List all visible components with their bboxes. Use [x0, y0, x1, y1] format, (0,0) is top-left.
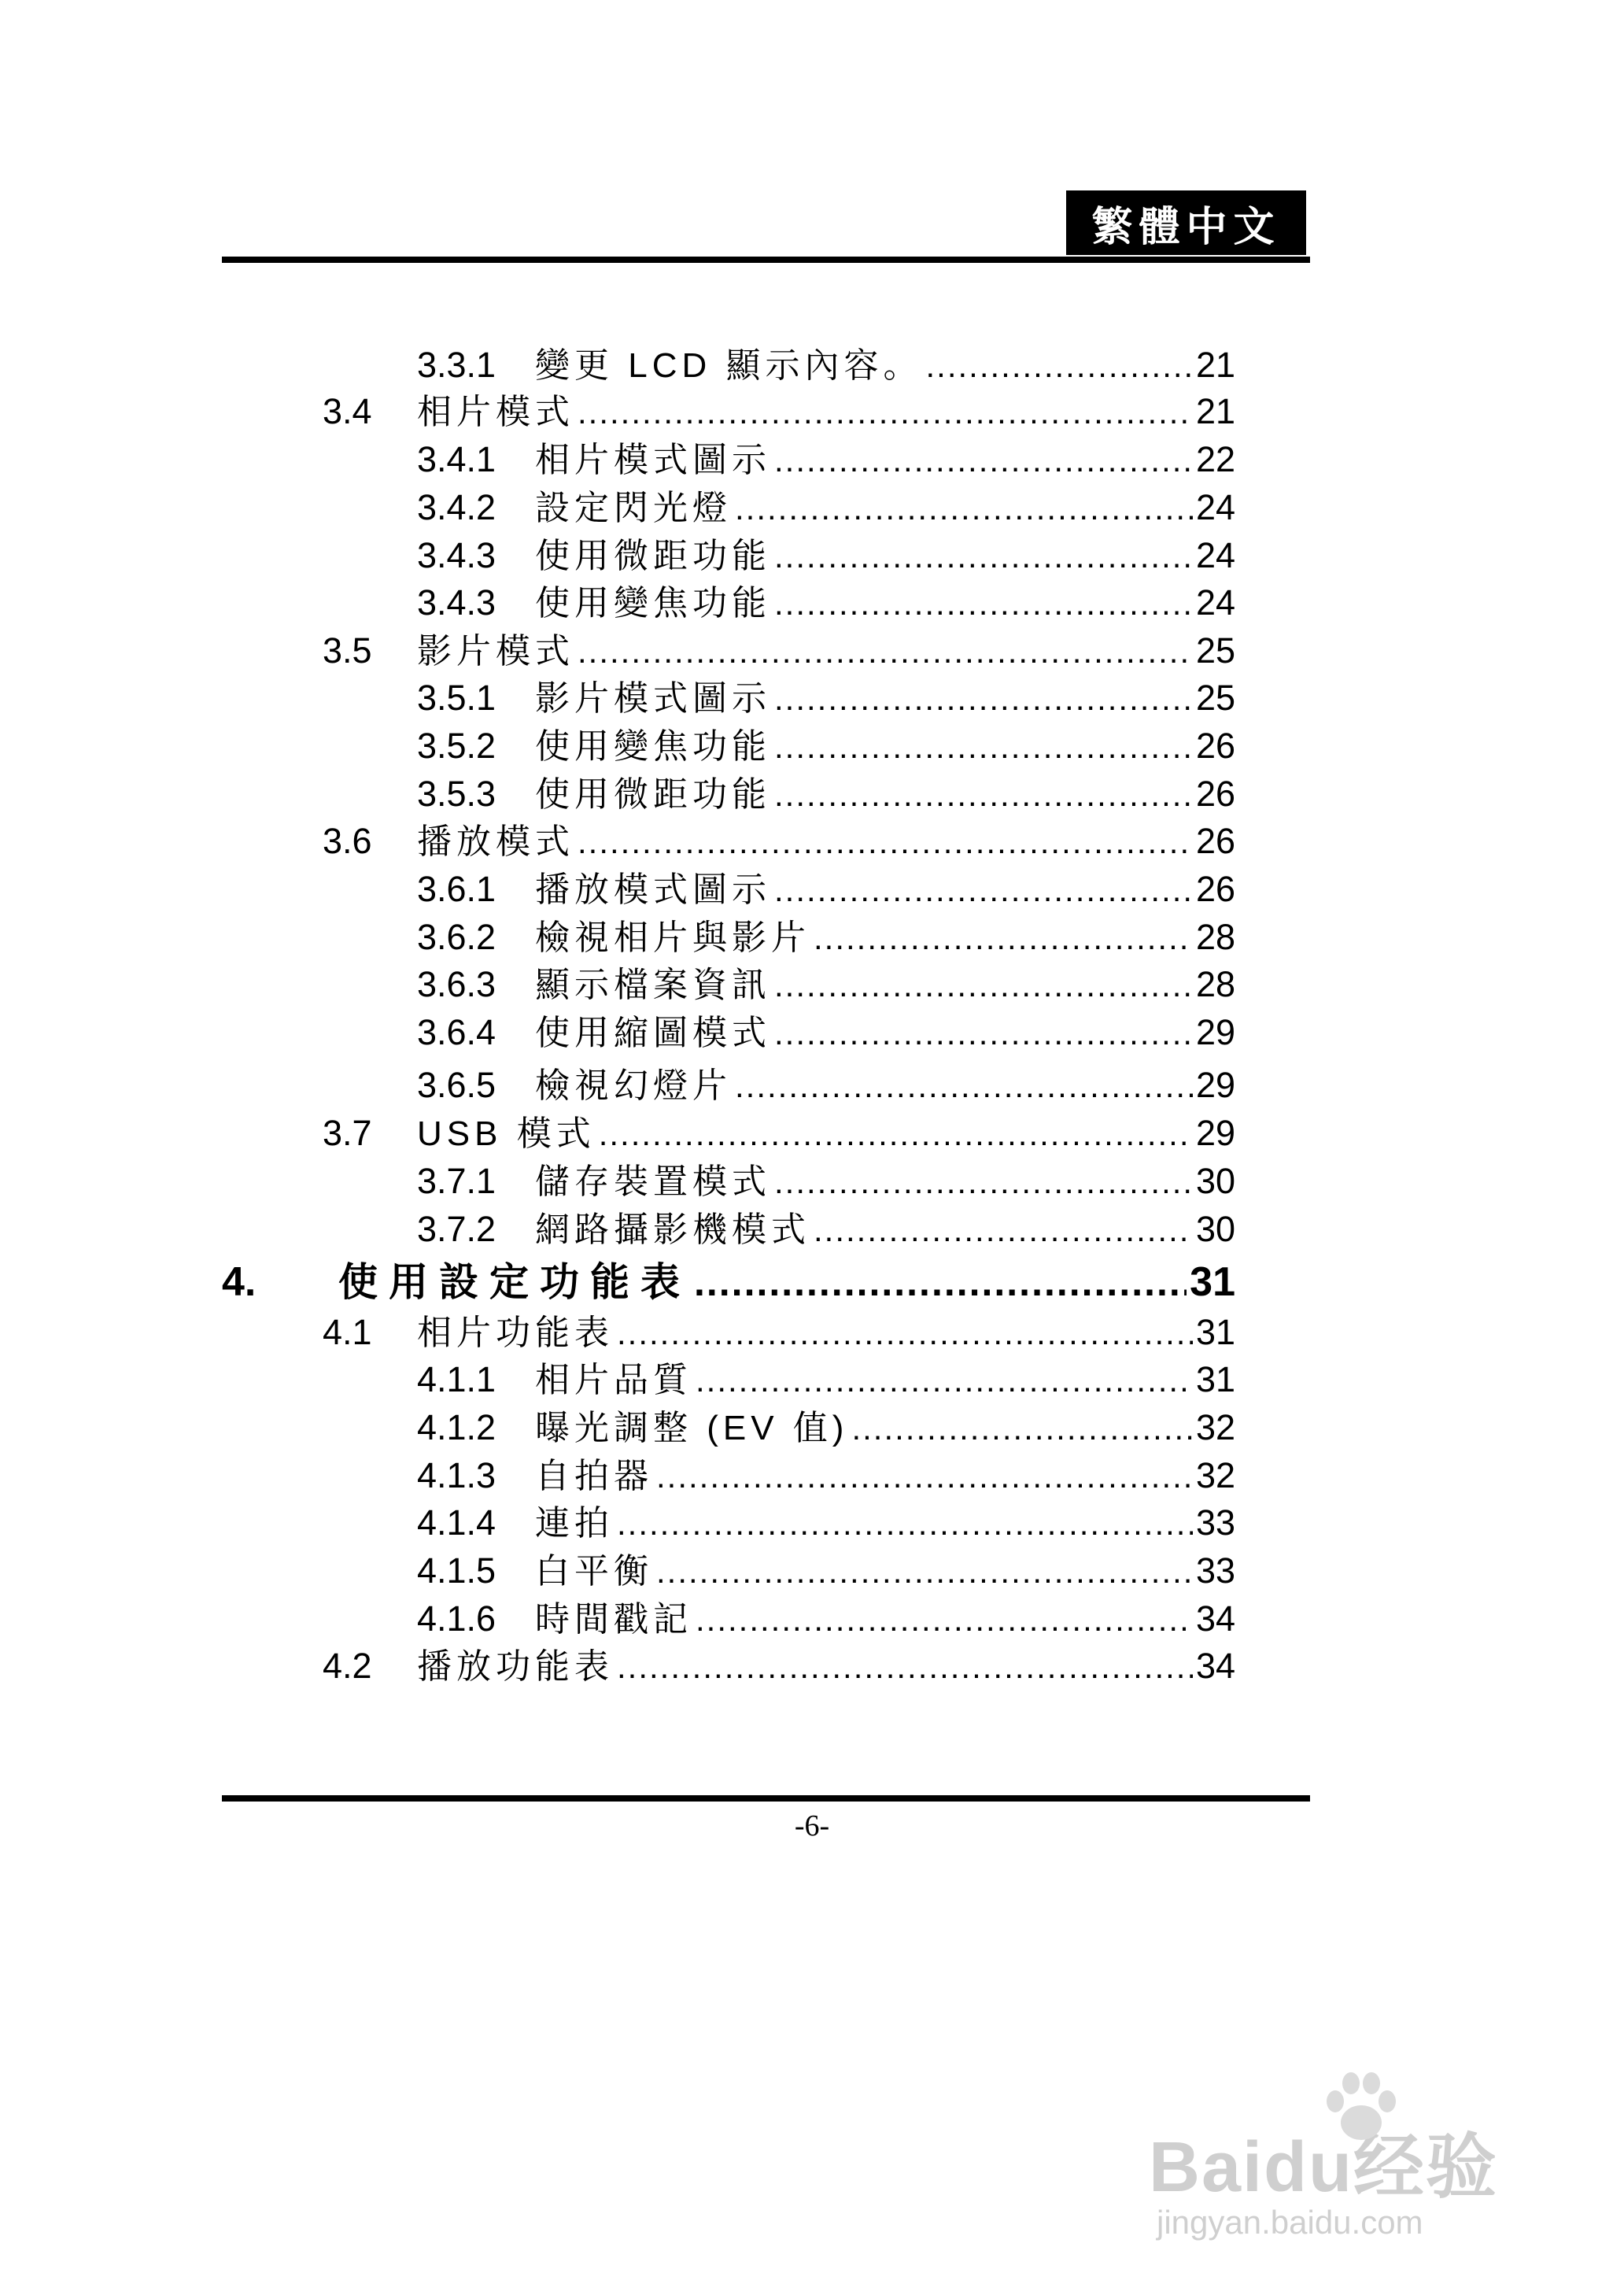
toc-entry-page: 22 — [1195, 439, 1235, 479]
toc-entry-page: 28 — [1195, 964, 1235, 1004]
toc-entry-number: 4.1 — [323, 1312, 372, 1352]
toc-entry-title: 使用縮圖模式 — [535, 1014, 771, 1052]
toc-entry-title: 顯示檔案資訊 — [535, 966, 771, 1004]
toc-entry[interactable] — [417, 1351, 1235, 1399]
toc-entry[interactable] — [417, 527, 1235, 575]
toc-entry-title: 使用微距功能 — [535, 775, 771, 814]
toc-entry-page: 26 — [1195, 726, 1235, 766]
toc-entry-title: 連拍 — [535, 1504, 614, 1543]
toc-entry[interactable] — [417, 956, 1235, 1003]
toc-entry[interactable] — [417, 431, 1235, 479]
toc-leader-dots — [774, 966, 1193, 1004]
toc-entry-page: 34 — [1195, 1598, 1235, 1639]
toc-leader-dots — [774, 585, 1193, 623]
toc-entry-number: 3.4.3 — [417, 535, 496, 575]
toc-entry-number: 4.1.4 — [417, 1502, 496, 1543]
toc-entry[interactable] — [417, 1447, 1235, 1495]
toc-entry-number: 3.4 — [323, 391, 372, 431]
toc-entry-number: 3.7.1 — [417, 1161, 496, 1201]
toc-entry-title: 使用變焦功能 — [535, 584, 771, 623]
toc-leader-dots — [774, 728, 1193, 766]
toc-entry-number: 3.7 — [323, 1113, 372, 1153]
toc-entry-title: 檢視相片與影片 — [535, 918, 810, 957]
toc-entry-page: 29 — [1195, 1012, 1235, 1052]
toc-entry-number: 3.6.4 — [417, 1012, 496, 1052]
toc-entry-number: 3.6.5 — [417, 1065, 496, 1105]
page-number: -6- — [794, 1809, 830, 1842]
toc-entry[interactable] — [417, 1004, 1235, 1051]
toc-entry[interactable] — [323, 383, 1235, 431]
toc-entry[interactable] — [417, 1153, 1235, 1200]
toc-entry-title: 相片模式圖示 — [535, 441, 771, 479]
toc-entry-page: 30 — [1195, 1161, 1235, 1201]
toc-leader-dots — [696, 1601, 1193, 1639]
toc-entry-title: 設定閃光燈 — [535, 489, 732, 527]
toc-entry-page: 25 — [1195, 678, 1235, 718]
toc-entry-page: 33 — [1195, 1502, 1235, 1543]
toc-entry-page: 26 — [1195, 869, 1235, 909]
toc-leader-dots — [694, 1259, 1187, 1305]
toc-entry[interactable] — [417, 766, 1235, 813]
toc-entry-number: 3.6.2 — [417, 917, 496, 957]
toc-entry[interactable] — [417, 1591, 1235, 1638]
toc-entry-number: 3.6.1 — [417, 869, 496, 909]
toc-entry[interactable] — [323, 1105, 1235, 1152]
toc-leader-dots — [774, 538, 1193, 575]
toc-entry-title: 變更 LCD 顯示內容。 — [535, 346, 923, 385]
toc-entry-number: 3.4.2 — [417, 487, 496, 527]
toc-entry[interactable] — [417, 337, 1235, 384]
toc-entry-page: 21 — [1195, 391, 1235, 431]
toc-entry-page: 28 — [1195, 917, 1235, 957]
toc-leader-dots — [774, 1014, 1193, 1052]
toc-entry[interactable] — [417, 909, 1235, 956]
toc-leader-dots — [774, 442, 1193, 479]
toc-entry[interactable] — [323, 813, 1235, 860]
toc-entry-number: 3.6.3 — [417, 964, 496, 1004]
toc-entry-page: 33 — [1195, 1550, 1235, 1591]
footer-rule — [222, 1795, 1310, 1802]
toc-entry-page: 34 — [1195, 1646, 1235, 1686]
toc-entry-number: 4.1.2 — [417, 1407, 496, 1447]
toc-leader-dots — [656, 1458, 1193, 1495]
toc-entry-title: 儲存裝置模式 — [535, 1162, 771, 1201]
toc-leader-dots — [578, 823, 1193, 861]
toc-entry-page: 31 — [1195, 1359, 1235, 1399]
toc-leader-dots — [578, 394, 1193, 431]
toc-leader-dots — [578, 633, 1193, 671]
toc-entry-page: 32 — [1195, 1455, 1235, 1495]
toc-entry-number: 3.4.1 — [417, 439, 496, 479]
toc-entry[interactable] — [323, 623, 1235, 670]
toc-entry-page: 21 — [1195, 345, 1235, 385]
language-tag: 繁體中文 — [1066, 190, 1306, 255]
toc-entry-page: 26 — [1195, 774, 1235, 814]
toc-entry-title: 相片模式 — [417, 393, 574, 431]
toc-entry[interactable] — [417, 1057, 1235, 1104]
toc-entry-title: USB 模式 — [417, 1114, 596, 1153]
toc-entry-number: 3.5.1 — [417, 678, 496, 718]
toc-entry-title: 時間戳記 — [535, 1600, 692, 1639]
toc-entry-title: 網路攝影機模式 — [535, 1210, 810, 1249]
paw-icon — [1318, 2066, 1404, 2153]
toc-entry-title: 白平衡 — [535, 1552, 653, 1591]
toc-entry-number: 3.5 — [323, 630, 372, 671]
toc-leader-dots — [696, 1362, 1193, 1399]
toc-leader-dots — [617, 1648, 1193, 1686]
toc-entry-page: 25 — [1195, 630, 1235, 671]
toc-leader-dots — [774, 680, 1193, 718]
toc-leader-dots — [774, 776, 1193, 814]
toc-entry-number: 3.5.3 — [417, 774, 496, 814]
baidu-watermark — [1149, 2109, 1574, 2251]
toc-entry-page: 24 — [1195, 535, 1235, 575]
toc-leader-dots — [599, 1115, 1193, 1153]
toc-leader-dots — [735, 1067, 1193, 1105]
watermark-logo: Baidu经验 — [1149, 2128, 1499, 2207]
toc-leader-dots — [814, 1211, 1193, 1249]
toc-entry[interactable] — [417, 670, 1235, 717]
toc-entry-title: 自拍器 — [535, 1457, 653, 1495]
toc-entry-title: 使用變焦功能 — [535, 727, 771, 766]
toc-entry-page: 26 — [1195, 821, 1235, 861]
toc-entry-number: 3.7.2 — [417, 1209, 496, 1249]
toc-entry-number: 3.3.1 — [417, 345, 496, 385]
toc-entry-page: 30 — [1195, 1209, 1235, 1249]
toc-entry-title: 檢視幻燈片 — [535, 1066, 732, 1105]
toc-leader-dots — [656, 1553, 1193, 1591]
toc-entry[interactable] — [417, 718, 1235, 765]
toc-entry-number: 4.1.1 — [417, 1359, 496, 1399]
toc-entry-number: 4.1.6 — [417, 1598, 496, 1639]
watermark-url: jingyan.baidu.com — [1157, 2204, 1423, 2241]
toc-entry-page: 24 — [1195, 487, 1235, 527]
toc-entry-title: 相片品質 — [535, 1361, 692, 1399]
toc-entry[interactable] — [417, 1495, 1235, 1542]
toc-entry[interactable] — [417, 861, 1235, 908]
toc-leader-dots — [774, 871, 1193, 909]
toc-entry[interactable] — [323, 1304, 1235, 1351]
toc-entry[interactable] — [323, 1638, 1235, 1685]
toc-entry-number: 3.6 — [323, 821, 372, 861]
toc-leader-dots — [617, 1505, 1193, 1543]
toc-entry[interactable] — [417, 1201, 1235, 1248]
toc-entry-title: 使用設定功能表 — [338, 1258, 691, 1305]
toc-entry-number: 4.1.3 — [417, 1455, 496, 1495]
toc-entry-number: 3.4.3 — [417, 582, 496, 623]
toc-entry[interactable] — [222, 1251, 1235, 1305]
toc-leader-dots — [735, 490, 1193, 527]
toc-entry-page: 29 — [1195, 1065, 1235, 1105]
toc-entry-page: 29 — [1195, 1113, 1235, 1153]
toc-leader-dots — [814, 919, 1193, 957]
toc-entry-title: 影片模式圖示 — [535, 679, 771, 718]
toc-entry-title: 影片模式 — [417, 632, 574, 671]
toc-entry-title: 相片功能表 — [417, 1314, 614, 1352]
toc-entry-title: 播放模式 — [417, 822, 574, 861]
toc-entry-number: 4.1.5 — [417, 1550, 496, 1591]
toc-entry[interactable] — [417, 479, 1235, 527]
toc-entry-number: 3.5.2 — [417, 726, 496, 766]
toc-entry-title: 播放功能表 — [417, 1647, 614, 1686]
toc-entry[interactable] — [417, 1399, 1235, 1447]
toc-entry-title: 播放模式圖示 — [535, 870, 771, 909]
toc-leader-dots — [774, 1163, 1193, 1201]
toc-entry-page: 31 — [1195, 1312, 1235, 1352]
toc-entry-title: 使用微距功能 — [535, 537, 771, 575]
toc-entry-page: 31 — [1190, 1259, 1235, 1305]
toc-leader-dots — [925, 347, 1192, 385]
toc-leader-dots — [851, 1410, 1192, 1447]
toc-entry-page: 32 — [1195, 1407, 1235, 1447]
toc-entry-title: 曝光調整 (EV 值) — [535, 1409, 849, 1447]
toc-leader-dots — [617, 1314, 1193, 1352]
toc-entry-page: 24 — [1195, 582, 1235, 623]
toc-entry-number: 4. — [222, 1259, 257, 1305]
toc-entry[interactable] — [417, 575, 1235, 622]
toc-entry[interactable] — [417, 1543, 1235, 1590]
toc-entry-number: 4.2 — [323, 1646, 372, 1686]
